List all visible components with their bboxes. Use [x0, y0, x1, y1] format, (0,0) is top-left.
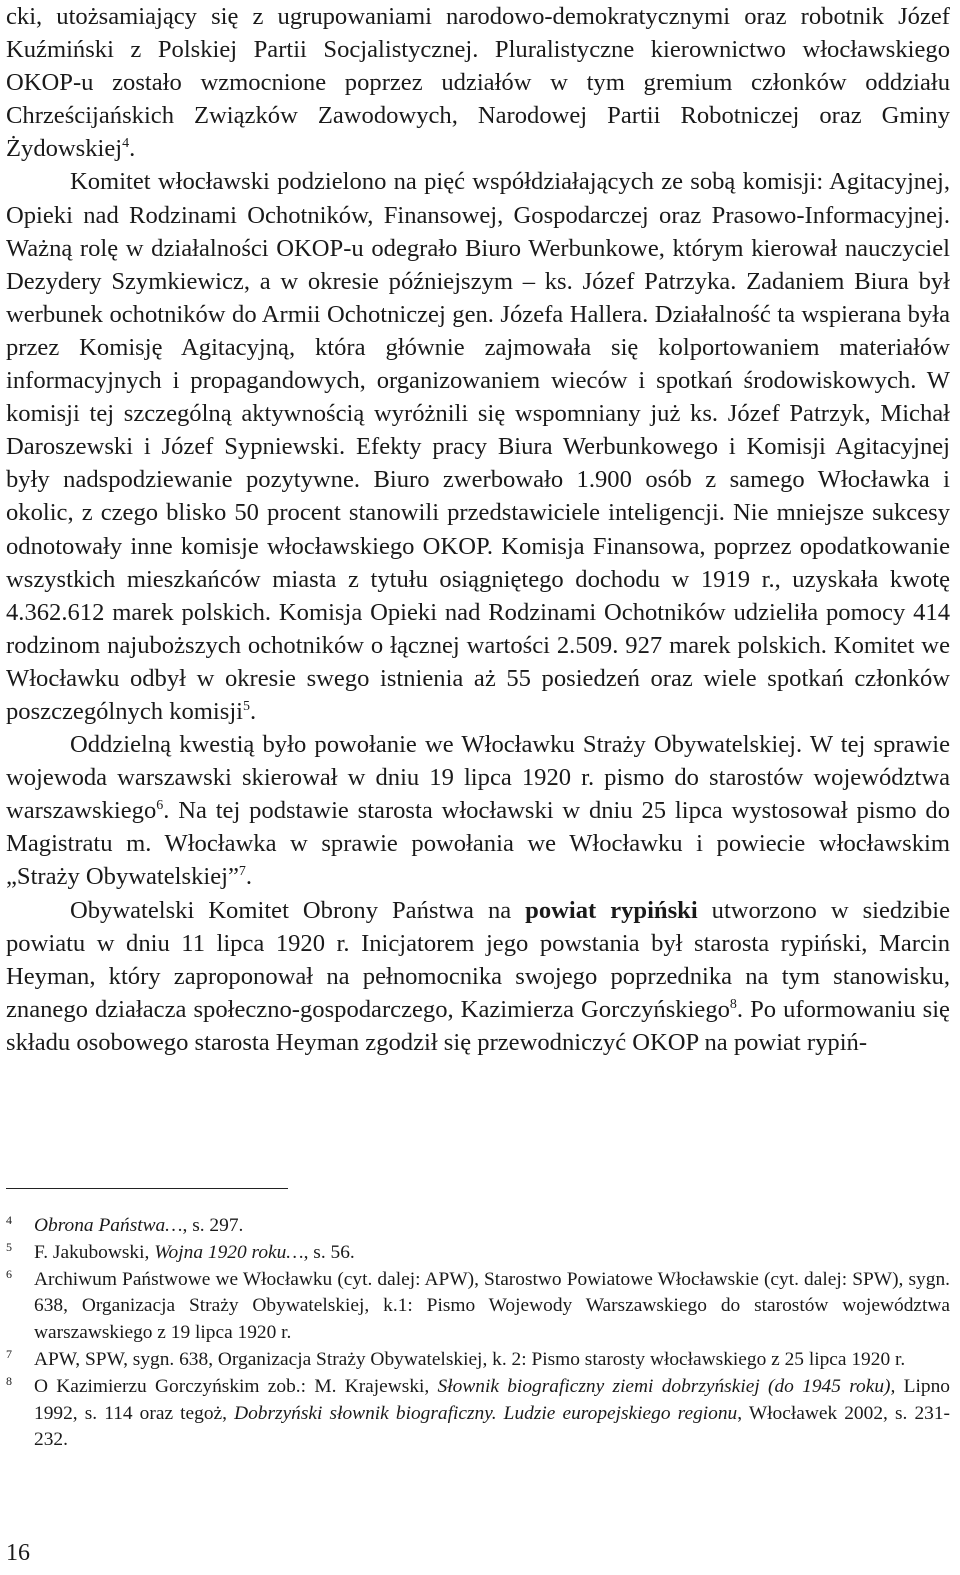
- page-number: 16: [6, 1540, 30, 1566]
- italic-text: Wojna 1920 roku…: [154, 1241, 304, 1263]
- footnote: [6, 1213, 950, 1240]
- footnote-separator: [6, 1188, 288, 1189]
- text-run: .: [250, 697, 257, 725]
- footnote-reference: 8: [729, 996, 737, 1012]
- footnote-reference: 7: [238, 864, 246, 880]
- italic-text: Obrona Państwa…: [34, 1215, 183, 1236]
- footnotes: [6, 1213, 950, 1454]
- paragraph: [6, 165, 950, 728]
- text-run: O Kazimierzu Gorczyńskim zob.: M. Krajewski,: [34, 1375, 438, 1397]
- text-run: APW, SPW, sygn. 638, Organizacja Straży Obywatelskiej, k. 2: Pismo starosty włocławskiego z 25 lipca 1920 r.: [34, 1348, 906, 1370]
- paragraph: [6, 894, 950, 1059]
- text-run: , Włocławek 2002, s. 231-232.: [34, 1402, 950, 1451]
- italic-text: Dobrzyński słownik biograficzny. Ludzie europejskiego regionu: [234, 1402, 738, 1424]
- text-run: Obywatelski Komitet Obrony Państwa na: [70, 896, 526, 924]
- main-text: [6, 0, 950, 1059]
- footnote: [6, 1267, 950, 1347]
- text-run: , s. 297.: [182, 1215, 244, 1236]
- text-run: Oddzielną kwestią było powołanie we Włocławku Straży Obywatelskiej. W tej sprawie wojewoda warszawski skierował w dniu 19 lipca 1920 r. pismo do starostów województwa warszawskiego: [6, 731, 950, 825]
- footnote-reference: 4: [122, 136, 130, 152]
- footnote-number: 6: [6, 1266, 12, 1281]
- footnote: [6, 1374, 950, 1454]
- text-run: Komitet włocławski podzielono na pięć współdziałających ze sobą komisji: Agitacyjnej, Opieki nad Rodzinami Ochotników, Finansowej, Gospodarczej oraz Prasowo-Informacyjnej. Ważną rolę w działalności OKOP-u odegrało Biuro Werbunkowe, którym kierował nauczyciel Dezydery Szymkiewicz, a w okresie późniejszym – ks. Józef Patrzyka. Zadaniem Biura był werbunek ochotników do Armii Ochotniczej gen. Józefa Hallera. Działalność ta wspierana była przez Komisję Agitacyjną, która głównie zajmowała się kolportowaniem materiałów informacyjnych i propagandowych, organizowaniem wieców i spotkań środowiskowych. W komisji tej szczególną aktywnością wyróżnili się wspomniany już ks. Józef Patrzyk, Michał Daroszewski i Józef Sypniewski. Efekty pracy Biura Werbunkowego i Komisji Agitacyjnej były nadspodziewanie pozytywne. Biuro zwerbowało 1.900 osób z samego Włocławka i okolic, z czego blisko 50 procent stanowili przedstawiciele inteligencji. Nie mniejsze sukcesy odnotowały inne komisje włocławskiego OKOP. Komisja Finansowa, poprzez opodatkowanie wszystkich mieszkańców miasta z tytułu osiągniętego dochodu w 1919 r., uzyskała kwotę 4.362.612 marek polskich. Komisja Opieki nad Rodzinami Ochotników udzieliła pomocy 414 rodzinom najuboższych ochotników o łącznej wartości 2.509. 927 marek polskich. Komitet we Włocławku odbył w okresie swego istnienia aż 55 posiedzeń oraz wiele spotkań członków poszczególnych komisji: [6, 168, 950, 725]
- text-run: utworzono w siedzibie powiatu w dniu 11 lipca 1920 r. Inicjatorem jego powstania był starosta rypiński, Marcin Heyman, który zaproponował na pełnomocnika swojego poprzednika na tym stanowisku, znanego działacza społeczno-gospodarczego, Kazimierza Gorczyńskiego: [6, 896, 950, 1023]
- footnote: [6, 1240, 950, 1267]
- footnote-number: 4: [6, 1213, 12, 1227]
- text-run: Archiwum Państwowe we Włocławku (cyt. dalej: APW), Starostwo Powiatowe Włocławskie (cyt. dalej: SPW), sygn. 638, Organizacja Straży Obywatelskiej, k.1: Pismo Wojewody Warszawskiego do starostów województwa warszawskiego z 19 lipca 1920 r.: [34, 1268, 950, 1344]
- text-run: cki, utożsamiający się z ugrupowaniami narodowo-demokratycznymi oraz robotnik Józef Kuźmiński z Polskiej Partii Socjalistycznej. Pluralistyczne kierownictwo włocławskiego OKOP-u zostało wzmocnione poprzez udziałów w tym gremium członków oddziału Chrześcijańskich Związków Zawodowych, Narodowej Partii Robotniczej oraz Gminy Żydowskiej: [6, 3, 950, 163]
- paragraph: [6, 728, 950, 893]
- footnote: [6, 1347, 950, 1374]
- text-run: .: [245, 863, 253, 891]
- bold-text: powiat rypiński: [525, 896, 698, 924]
- text-run: Lipno 1992, s. 114 oraz tegoż,: [34, 1375, 950, 1424]
- text-run: , s. 56.: [303, 1241, 355, 1263]
- footnote-number: 8: [6, 1373, 12, 1388]
- text-run: . Na tej podstawie starosta włocławski w dniu 25 lipca wystosował pismo do Magistratu m. Włocławka w sprawie powołania we Włocławku i powiecie włocławskim „Straży Obywatelskiej”: [6, 797, 950, 891]
- text-run: . Po uformowaniu się składu osobowego starosta Heyman zgodził się przewodniczyć OKOP na powiat rypiń-: [6, 995, 950, 1056]
- footnote-reference: 5: [243, 698, 251, 714]
- footnote-reference: 6: [156, 798, 164, 814]
- text-run: F. Jakubowski,: [34, 1241, 155, 1263]
- document-page: [6, 0, 950, 1566]
- footnote-number: 7: [6, 1346, 12, 1361]
- text-run: .: [129, 135, 136, 163]
- italic-text: Słownik biograficzny ziemi dobrzyńskiej (do 1945 roku),: [437, 1375, 896, 1397]
- paragraph: [6, 0, 950, 165]
- footnote-number: 5: [6, 1239, 12, 1254]
